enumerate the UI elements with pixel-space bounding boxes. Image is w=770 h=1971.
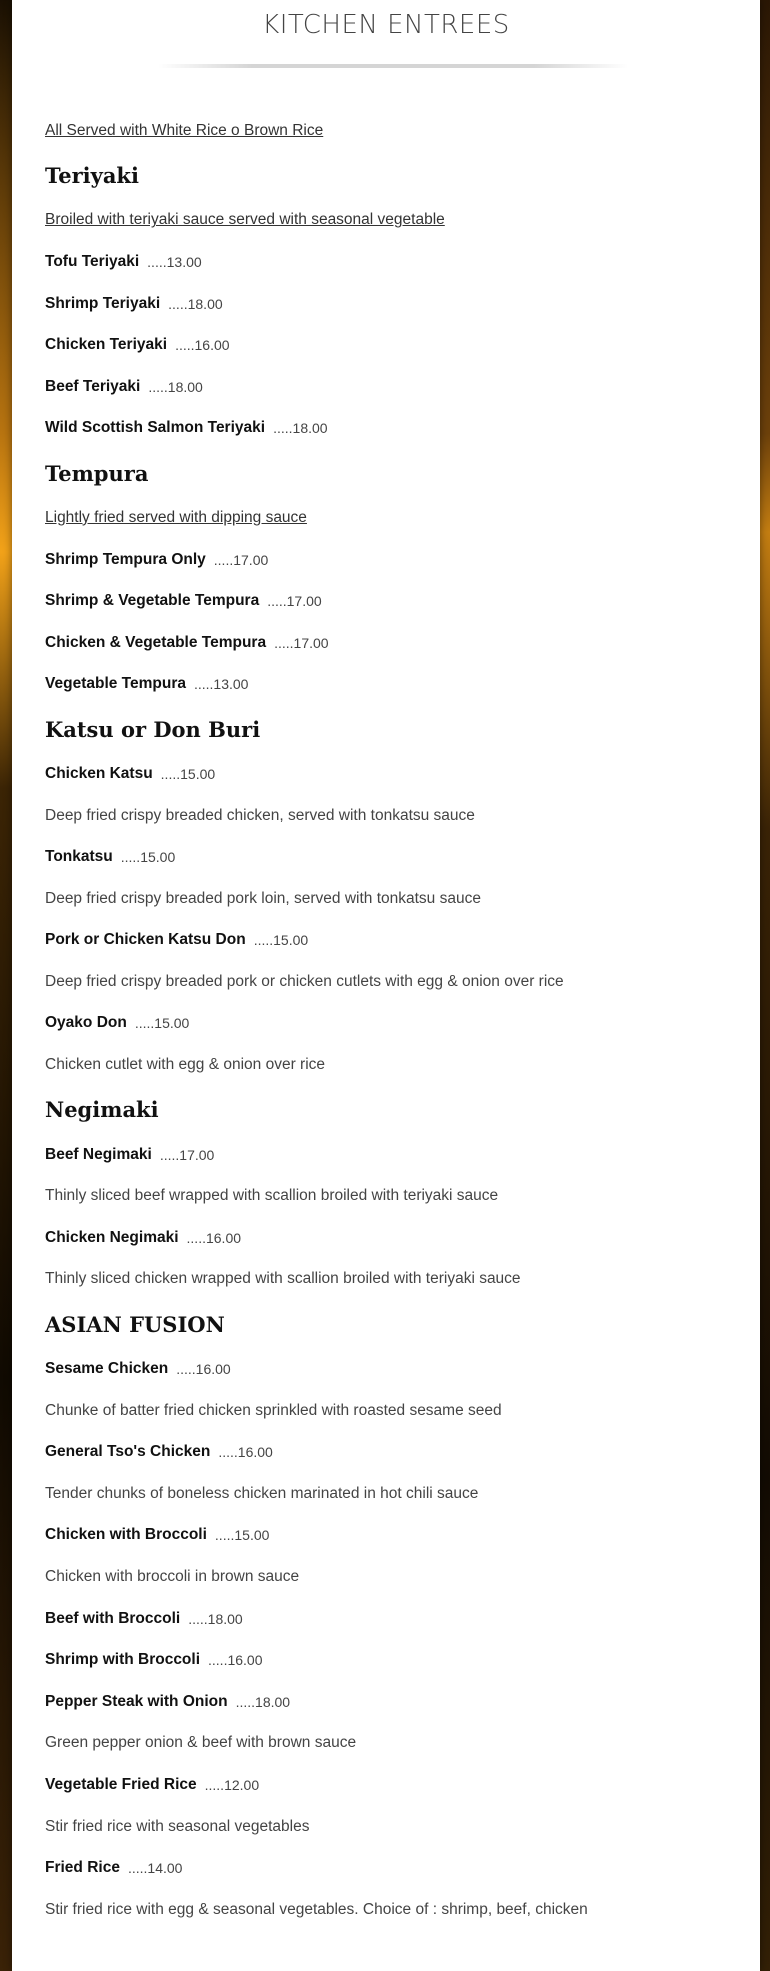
menu-item-price: .....15.00	[160, 765, 216, 782]
section-title: Katsu or Don Buri	[45, 716, 261, 742]
menu-item	[45, 836, 745, 878]
menu-item-description: Stir fried rice with egg & seasonal vegetables. Choice of : shrimp, beef, chicken	[45, 1900, 588, 1918]
menu-item-price: .....17.00	[213, 551, 269, 568]
menu-item-name: Pepper Steak with Onion	[45, 1692, 228, 1710]
title-divider	[158, 64, 628, 68]
menu-item	[45, 241, 745, 283]
menu-content	[45, 110, 745, 1931]
menu-item-name: Tonkatsu	[45, 848, 113, 866]
background-left-edge	[0, 0, 12, 1971]
menu-item-description: Stir fried rice with seasonal vegetables	[45, 1817, 310, 1835]
menu-item	[45, 324, 745, 366]
menu-item-price: .....15.00	[134, 1015, 190, 1032]
menu-item	[45, 539, 745, 581]
menu-item	[45, 622, 745, 664]
menu-item	[45, 753, 745, 795]
menu-item	[45, 1217, 745, 1259]
menu-item-price: .....15.00	[120, 849, 176, 866]
menu-item-price: .....13.00	[193, 676, 249, 693]
section-header	[45, 1300, 745, 1348]
menu-sections	[45, 152, 745, 1931]
menu-item-name: Vegetable Fried Rice	[45, 1775, 197, 1793]
menu-item-description-row	[45, 1175, 745, 1217]
menu-item-name: Chicken Negimaki	[45, 1228, 179, 1246]
menu-item-name: Shrimp & Vegetable Tempura	[45, 592, 260, 610]
menu-item-name: Tofu Teriyaki	[45, 252, 140, 270]
menu-item	[45, 1639, 745, 1681]
menu-item-price: .....17.00	[274, 634, 329, 651]
section-header	[45, 705, 745, 753]
menu-item-description-row	[45, 878, 745, 920]
menu-item-description: Deep fried crispy breaded chicken, served with tonkatsu sauce	[45, 806, 475, 824]
menu-item-name: Chicken & Vegetable Tempura	[45, 633, 267, 651]
menu-item-name: Chicken Katsu	[45, 764, 153, 782]
menu-item	[45, 366, 745, 408]
menu-item-description: Chicken cutlet with egg & onion over rice	[45, 1056, 326, 1074]
menu-item	[45, 1003, 745, 1045]
menu-item-name: Vegetable Tempura	[45, 675, 186, 693]
section-note: Broiled with teriyaki sauce served with seasonal vegetable	[45, 211, 445, 229]
menu-item-name: Chicken with Broccoli	[45, 1526, 207, 1544]
menu-item-name: Shrimp Tempura Only	[45, 550, 206, 568]
menu-item	[45, 408, 745, 450]
menu-item-price: .....14.00	[127, 1860, 183, 1877]
menu-item-description-row	[45, 1806, 745, 1848]
menu-item-name: Beef Teriyaki	[45, 377, 141, 395]
served-note-row	[45, 110, 745, 152]
menu-item	[45, 1134, 745, 1176]
section-title: Teriyaki	[45, 163, 139, 189]
menu-item-description-row	[45, 961, 745, 1003]
menu-item-name: Shrimp Teriyaki	[45, 294, 161, 312]
menu-item-price: .....16.00	[186, 1229, 242, 1246]
menu-item	[45, 1681, 745, 1723]
menu-item-name: Wild Scottish Salmon Teriyaki	[45, 419, 266, 437]
menu-item-description: Thinly sliced chicken wrapped with scallion broiled with teriyaki sauce	[45, 1270, 521, 1288]
menu-item	[45, 283, 745, 325]
menu-panel	[12, 0, 760, 1971]
menu-item-description-row	[45, 1473, 745, 1515]
menu-item	[45, 580, 745, 622]
section-note-row	[45, 200, 745, 242]
menu-item-price: .....15.00	[253, 932, 309, 949]
menu-item-description-row	[45, 1556, 745, 1598]
menu-item-price: .....18.00	[188, 1610, 243, 1627]
menu-item-description: Chunke of batter fried chicken sprinkled with roasted sesame seed	[45, 1401, 502, 1419]
menu-item-description: Green pepper onion & beef with brown sauce	[45, 1734, 357, 1752]
menu-item-price: .....16.00	[175, 337, 230, 354]
menu-item-name: Oyako Don	[45, 1014, 127, 1032]
section-title: Negimaki	[45, 1097, 159, 1123]
menu-item-name: Sesame Chicken	[45, 1360, 169, 1378]
menu-item	[45, 1598, 745, 1640]
menu-item-price: .....18.00	[235, 1693, 291, 1710]
menu-item-price: .....17.00	[159, 1146, 215, 1163]
page-title: KITCHEN ENTREES	[262, 10, 510, 40]
section-header	[45, 449, 745, 497]
menu-item	[45, 920, 745, 962]
menu-item	[45, 1515, 745, 1557]
background-right-edge	[760, 0, 770, 1971]
section-note: Lightly fried served with dipping sauce	[45, 508, 307, 526]
served-note: All Served with White Rice o Brown Rice	[45, 121, 324, 139]
menu-item-description: Chicken with broccoli in brown sauce	[45, 1568, 300, 1586]
menu-item-description-row	[45, 1044, 745, 1086]
menu-item-description: Deep fried crispy breaded pork loin, served with tonkatsu sauce	[45, 889, 481, 907]
menu-item-price: .....12.00	[204, 1776, 260, 1793]
menu-item	[45, 1431, 745, 1473]
menu-item-description: Thinly sliced beef wrapped with scallion broiled with teriyaki sauce	[45, 1187, 499, 1205]
menu-item-name: Fried Rice	[45, 1859, 120, 1877]
menu-item-price: .....16.00	[176, 1361, 231, 1378]
section-title: Tempura	[45, 460, 149, 486]
menu-item-description-row	[45, 795, 745, 837]
menu-item-description: Deep fried crispy breaded pork or chicken cutlets with egg & onion over rice	[45, 972, 564, 990]
menu-item-price: .....16.00	[218, 1444, 273, 1461]
menu-item-price: .....18.00	[148, 378, 203, 395]
menu-item-description-row	[45, 1889, 745, 1931]
menu-item-price: .....17.00	[267, 593, 322, 610]
menu-item	[45, 1348, 745, 1390]
menu-item	[45, 664, 745, 706]
menu-item-price: .....18.00	[273, 420, 328, 437]
menu-item-price: .....16.00	[208, 1652, 263, 1669]
menu-item-name: General Tso's Chicken	[45, 1443, 211, 1461]
menu-item-description-row	[45, 1390, 745, 1432]
menu-item	[45, 1847, 745, 1889]
menu-item-description-row	[45, 1723, 745, 1765]
menu-item-price: .....13.00	[147, 253, 202, 270]
menu-item-price: .....15.00	[214, 1527, 270, 1544]
menu-item	[45, 1764, 745, 1806]
section-header	[45, 1086, 745, 1134]
menu-item-price: .....18.00	[168, 295, 223, 312]
menu-item-name: Shrimp with Broccoli	[45, 1651, 201, 1669]
section-title: ASIAN FUSION	[45, 1311, 225, 1337]
section-note-row	[45, 497, 745, 539]
menu-item-name: Beef Negimaki	[45, 1145, 152, 1163]
section-header	[45, 152, 745, 200]
menu-item-name: Beef with Broccoli	[45, 1609, 181, 1627]
menu-item-description-row	[45, 1259, 745, 1301]
menu-item-name: Chicken Teriyaki	[45, 336, 168, 354]
menu-item-description: Tender chunks of boneless chicken marinated in hot chili sauce	[45, 1484, 479, 1502]
menu-item-name: Pork or Chicken Katsu Don	[45, 931, 246, 949]
